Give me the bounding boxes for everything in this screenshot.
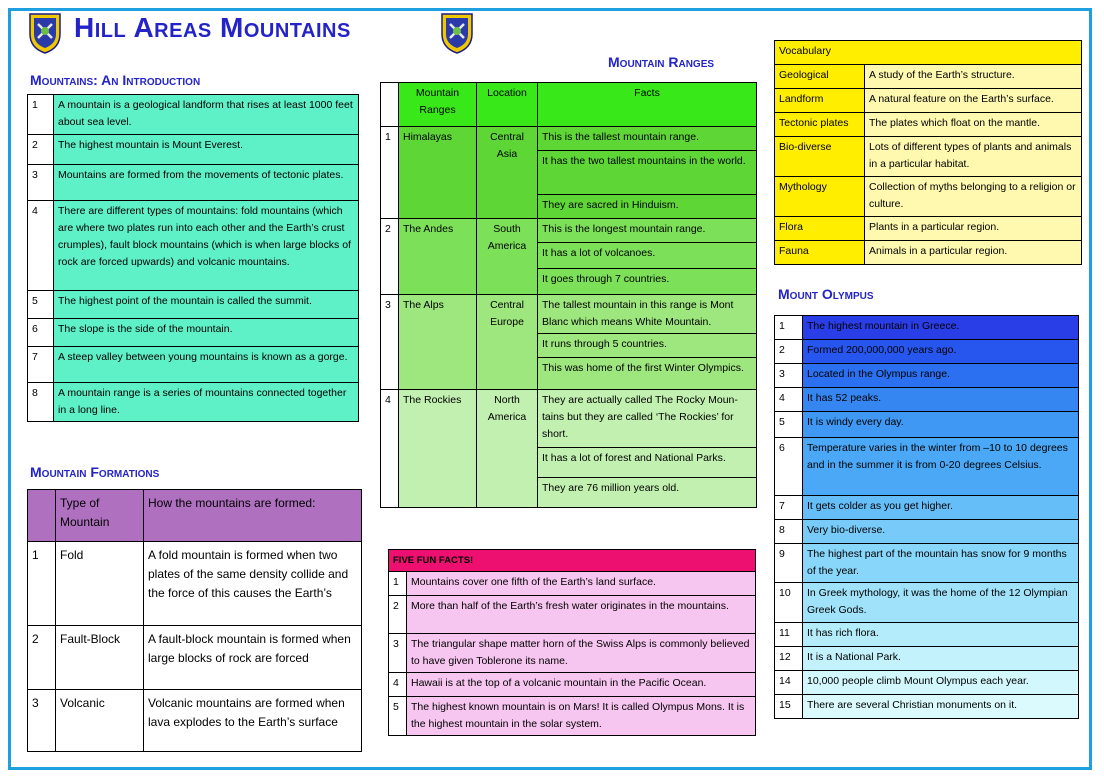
intro-row (28, 347, 359, 383)
range-fact: It has the two tallest mountains in the world. (538, 151, 757, 195)
range-row (381, 390, 757, 448)
range-name: Himalayas (399, 127, 477, 219)
intro-row (28, 291, 359, 319)
fun-fact-number: 3 (389, 634, 407, 673)
range-location: Central Europe (477, 295, 538, 390)
intro-row (28, 383, 359, 422)
olympus-number: 1 (775, 316, 803, 340)
intro-row-number: 1 (28, 95, 54, 135)
olympus-row (775, 316, 1079, 340)
olympus-row (775, 340, 1079, 364)
formation-description: Volcanic mountains are formed when lava explodes to the Earth’s surface (144, 690, 362, 752)
olympus-row (775, 520, 1079, 544)
school-crest-icon (28, 12, 62, 54)
school-crest-icon (440, 12, 474, 54)
vocabulary-term: Bio-diverse (775, 137, 865, 177)
formation-description: A fold mountain is formed when two plates of the same density collide and the force of this causes the Earth’s (144, 542, 362, 626)
intro-row-number: 4 (28, 201, 54, 291)
range-number: 4 (381, 390, 399, 508)
range-location: North America (477, 390, 538, 508)
range-fact: It has a lot of forest and National Parks. (538, 448, 757, 478)
olympus-fact: It is a National Park. (803, 647, 1079, 671)
olympus-number: 12 (775, 647, 803, 671)
fun-fact-row (389, 673, 756, 697)
intro-row (28, 201, 359, 291)
range-fact: They are 76 million years old. (538, 478, 757, 508)
olympus-row (775, 496, 1079, 520)
fun-fact-row (389, 697, 756, 736)
olympus-fact: It has rich flora. (803, 623, 1079, 647)
olympus-number: 5 (775, 412, 803, 438)
fun-fact-row (389, 634, 756, 673)
vocabulary-term: Flora (775, 217, 865, 241)
olympus-fact: Formed 200,000,000 years ago. (803, 340, 1079, 364)
olympus-table (774, 315, 1079, 719)
page-title: Hill Areas Mountains (74, 12, 351, 43)
fun-facts-table (388, 549, 756, 736)
fun-fact-text: The highest known mountain is on Mars! It is called Olympus Mons. It is the highest mountain in the solar system. (407, 697, 756, 736)
olympus-number: 10 (775, 583, 803, 623)
vocabulary-definition: Plants in a particular region. (865, 217, 1082, 241)
olympus-fact: Very bio-diverse. (803, 520, 1079, 544)
formation-type: Volcanic (56, 690, 144, 752)
range-name: The Rockies (399, 390, 477, 508)
olympus-fact: 10,000 people climb Mount Olympus each year. (803, 671, 1079, 695)
formation-number: 3 (28, 690, 56, 752)
intro-row (28, 319, 359, 347)
intro-row-number: 6 (28, 319, 54, 347)
range-fact: It has a lot of volcanoes. (538, 243, 757, 269)
ranges-header-num (381, 83, 399, 127)
vocabulary-definition: Animals in a particular region. (865, 241, 1082, 265)
vocabulary-term: Fauna (775, 241, 865, 265)
intro-row-number: 5 (28, 291, 54, 319)
vocabulary-definition: A natural feature on the Earth’s surface. (865, 89, 1082, 113)
olympus-number: 6 (775, 438, 803, 496)
range-row (381, 219, 757, 243)
vocabulary-term: Geological (775, 65, 865, 89)
intro-row-text: A mountain is a geological landform that rises at least 1000 feet about sea level. (54, 95, 359, 135)
range-location: South America (477, 219, 538, 295)
olympus-number: 14 (775, 671, 803, 695)
formation-row (28, 626, 362, 690)
fun-fact-number: 1 (389, 572, 407, 596)
intro-row-text: A steep valley between young mountains is known as a gorge. (54, 347, 359, 383)
olympus-heading: Mount Olympus (778, 286, 874, 302)
olympus-number: 15 (775, 695, 803, 719)
formations-heading: Mountain Formations (30, 464, 160, 480)
ranges-header-name: Mountain Ranges (399, 83, 477, 127)
olympus-row (775, 364, 1079, 388)
olympus-row (775, 583, 1079, 623)
formation-type: Fold (56, 542, 144, 626)
formations-table (27, 489, 362, 752)
intro-row-text: The slope is the side of the mountain. (54, 319, 359, 347)
intro-row-number: 2 (28, 135, 54, 165)
olympus-fact: The highest mountain in Greece. (803, 316, 1079, 340)
vocabulary-row (775, 89, 1082, 113)
fun-fact-number: 4 (389, 673, 407, 697)
vocabulary-definition: A study of the Earth’s structure. (865, 65, 1082, 89)
fun-facts-heading: FIVE FUN FACTS! (389, 550, 756, 572)
intro-row-number: 7 (28, 347, 54, 383)
range-fact: It goes through 7 countries. (538, 269, 757, 295)
intro-row (28, 95, 359, 135)
intro-row-text: A mountain range is a series of mountains connected together in a long line. (54, 383, 359, 422)
olympus-row (775, 671, 1079, 695)
fun-fact-number: 2 (389, 596, 407, 634)
vocabulary-row (775, 113, 1082, 137)
ranges-header-location: Location (477, 83, 538, 127)
olympus-number: 3 (775, 364, 803, 388)
formation-number: 1 (28, 542, 56, 626)
olympus-number: 2 (775, 340, 803, 364)
olympus-row (775, 647, 1079, 671)
formation-row (28, 542, 362, 626)
range-fact: They are actually called The Rocky Mountains but they are called ‘The Rockies’ for short. (538, 390, 757, 448)
intro-row-text: Mountains are formed from the movements of tectonic plates. (54, 165, 359, 201)
range-fact: It runs through 5 countries. (538, 334, 757, 358)
range-number: 1 (381, 127, 399, 219)
fun-fact-text: More than half of the Earth’s fresh water originates in the mountains. (407, 596, 756, 634)
intro-row-text: The highest mountain is Mount Everest. (54, 135, 359, 165)
vocabulary-term: Landform (775, 89, 865, 113)
olympus-row (775, 695, 1079, 719)
range-row (381, 295, 757, 334)
formation-type: Fault-Block (56, 626, 144, 690)
formations-header-how: How the mountains are formed: (144, 490, 362, 542)
fun-fact-row (389, 596, 756, 634)
intro-row (28, 135, 359, 165)
olympus-row (775, 544, 1079, 583)
vocabulary-definition: Lots of different types of plants and animals in a particular habitat. (865, 137, 1082, 177)
intro-row-number: 8 (28, 383, 54, 422)
olympus-number: 9 (775, 544, 803, 583)
range-name: The Alps (399, 295, 477, 390)
olympus-fact: It gets colder as you get higher. (803, 496, 1079, 520)
intro-heading: Mountains: An Introduction (30, 72, 201, 88)
range-number: 2 (381, 219, 399, 295)
intro-row-text: There are different types of mountains: fold mountains (which are where two plates run into each other and the Earth’s crust crumples), fault block mountains (which is when large blocks of rock are forced upwards) and volcanic mountains. (54, 201, 359, 291)
range-row (381, 127, 757, 151)
vocabulary-row (775, 65, 1082, 89)
olympus-fact: Temperature varies in the winter from –10 to 10 degrees and in the summer it is from 0-20 degrees Celsius. (803, 438, 1079, 496)
intro-row-number: 3 (28, 165, 54, 201)
range-fact: They are sacred in Hinduism. (538, 195, 757, 219)
fun-fact-text: The triangular shape matter horn of the Swiss Alps is commonly believed to have given Toblerone its name. (407, 634, 756, 673)
ranges-heading: Mountain Ranges (608, 54, 715, 70)
range-fact: This is the longest mountain range. (538, 219, 757, 243)
olympus-fact: There are several Christian monuments on it. (803, 695, 1079, 719)
ranges-header-facts: Facts (538, 83, 757, 127)
olympus-row (775, 388, 1079, 412)
vocabulary-definition: Collection of myths belonging to a religion or culture. (865, 177, 1082, 217)
vocabulary-row (775, 137, 1082, 177)
olympus-number: 11 (775, 623, 803, 647)
intro-row-text: The highest point of the mountain is called the summit. (54, 291, 359, 319)
vocabulary-row (775, 177, 1082, 217)
olympus-number: 7 (775, 496, 803, 520)
intro-row (28, 165, 359, 201)
intro-table (27, 94, 359, 422)
fun-fact-text: Hawaii is at the top of a volcanic mountain in the Pacific Ocean. (407, 673, 756, 697)
range-location: Central Asia (477, 127, 538, 219)
range-fact: This was home of the first Winter Olympics. (538, 358, 757, 390)
fun-fact-row (389, 572, 756, 596)
vocabulary-row (775, 217, 1082, 241)
formation-description: A fault-block mountain is formed when large blocks of rock are forced (144, 626, 362, 690)
olympus-fact: It has 52 peaks. (803, 388, 1079, 412)
vocabulary-heading: Vocabulary (775, 41, 1082, 65)
formations-header-type: Type of Mountain (56, 490, 144, 542)
olympus-row (775, 623, 1079, 647)
olympus-number: 8 (775, 520, 803, 544)
olympus-row (775, 412, 1079, 438)
formation-row (28, 690, 362, 752)
ranges-table (380, 82, 757, 508)
range-fact: This is the tallest mountain range. (538, 127, 757, 151)
fun-fact-text: Mountains cover one fifth of the Earth’s land surface. (407, 572, 756, 596)
range-fact: The tallest mountain in this range is Mont Blanc which means White Mountain. (538, 295, 757, 334)
olympus-fact: It is windy every day. (803, 412, 1079, 438)
vocabulary-definition: The plates which float on the mantle. (865, 113, 1082, 137)
formations-header-num (28, 490, 56, 542)
formation-number: 2 (28, 626, 56, 690)
vocabulary-row (775, 241, 1082, 265)
vocabulary-table (774, 40, 1082, 265)
vocabulary-term: Mythology (775, 177, 865, 217)
olympus-number: 4 (775, 388, 803, 412)
vocabulary-term: Tectonic plates (775, 113, 865, 137)
range-name: The Andes (399, 219, 477, 295)
fun-fact-number: 5 (389, 697, 407, 736)
olympus-fact: In Greek mythology, it was the home of the 12 Olympian Greek Gods. (803, 583, 1079, 623)
olympus-row (775, 438, 1079, 496)
olympus-fact: The highest part of the mountain has snow for 9 months of the year. (803, 544, 1079, 583)
olympus-fact: Located in the Olympus range. (803, 364, 1079, 388)
range-number: 3 (381, 295, 399, 390)
